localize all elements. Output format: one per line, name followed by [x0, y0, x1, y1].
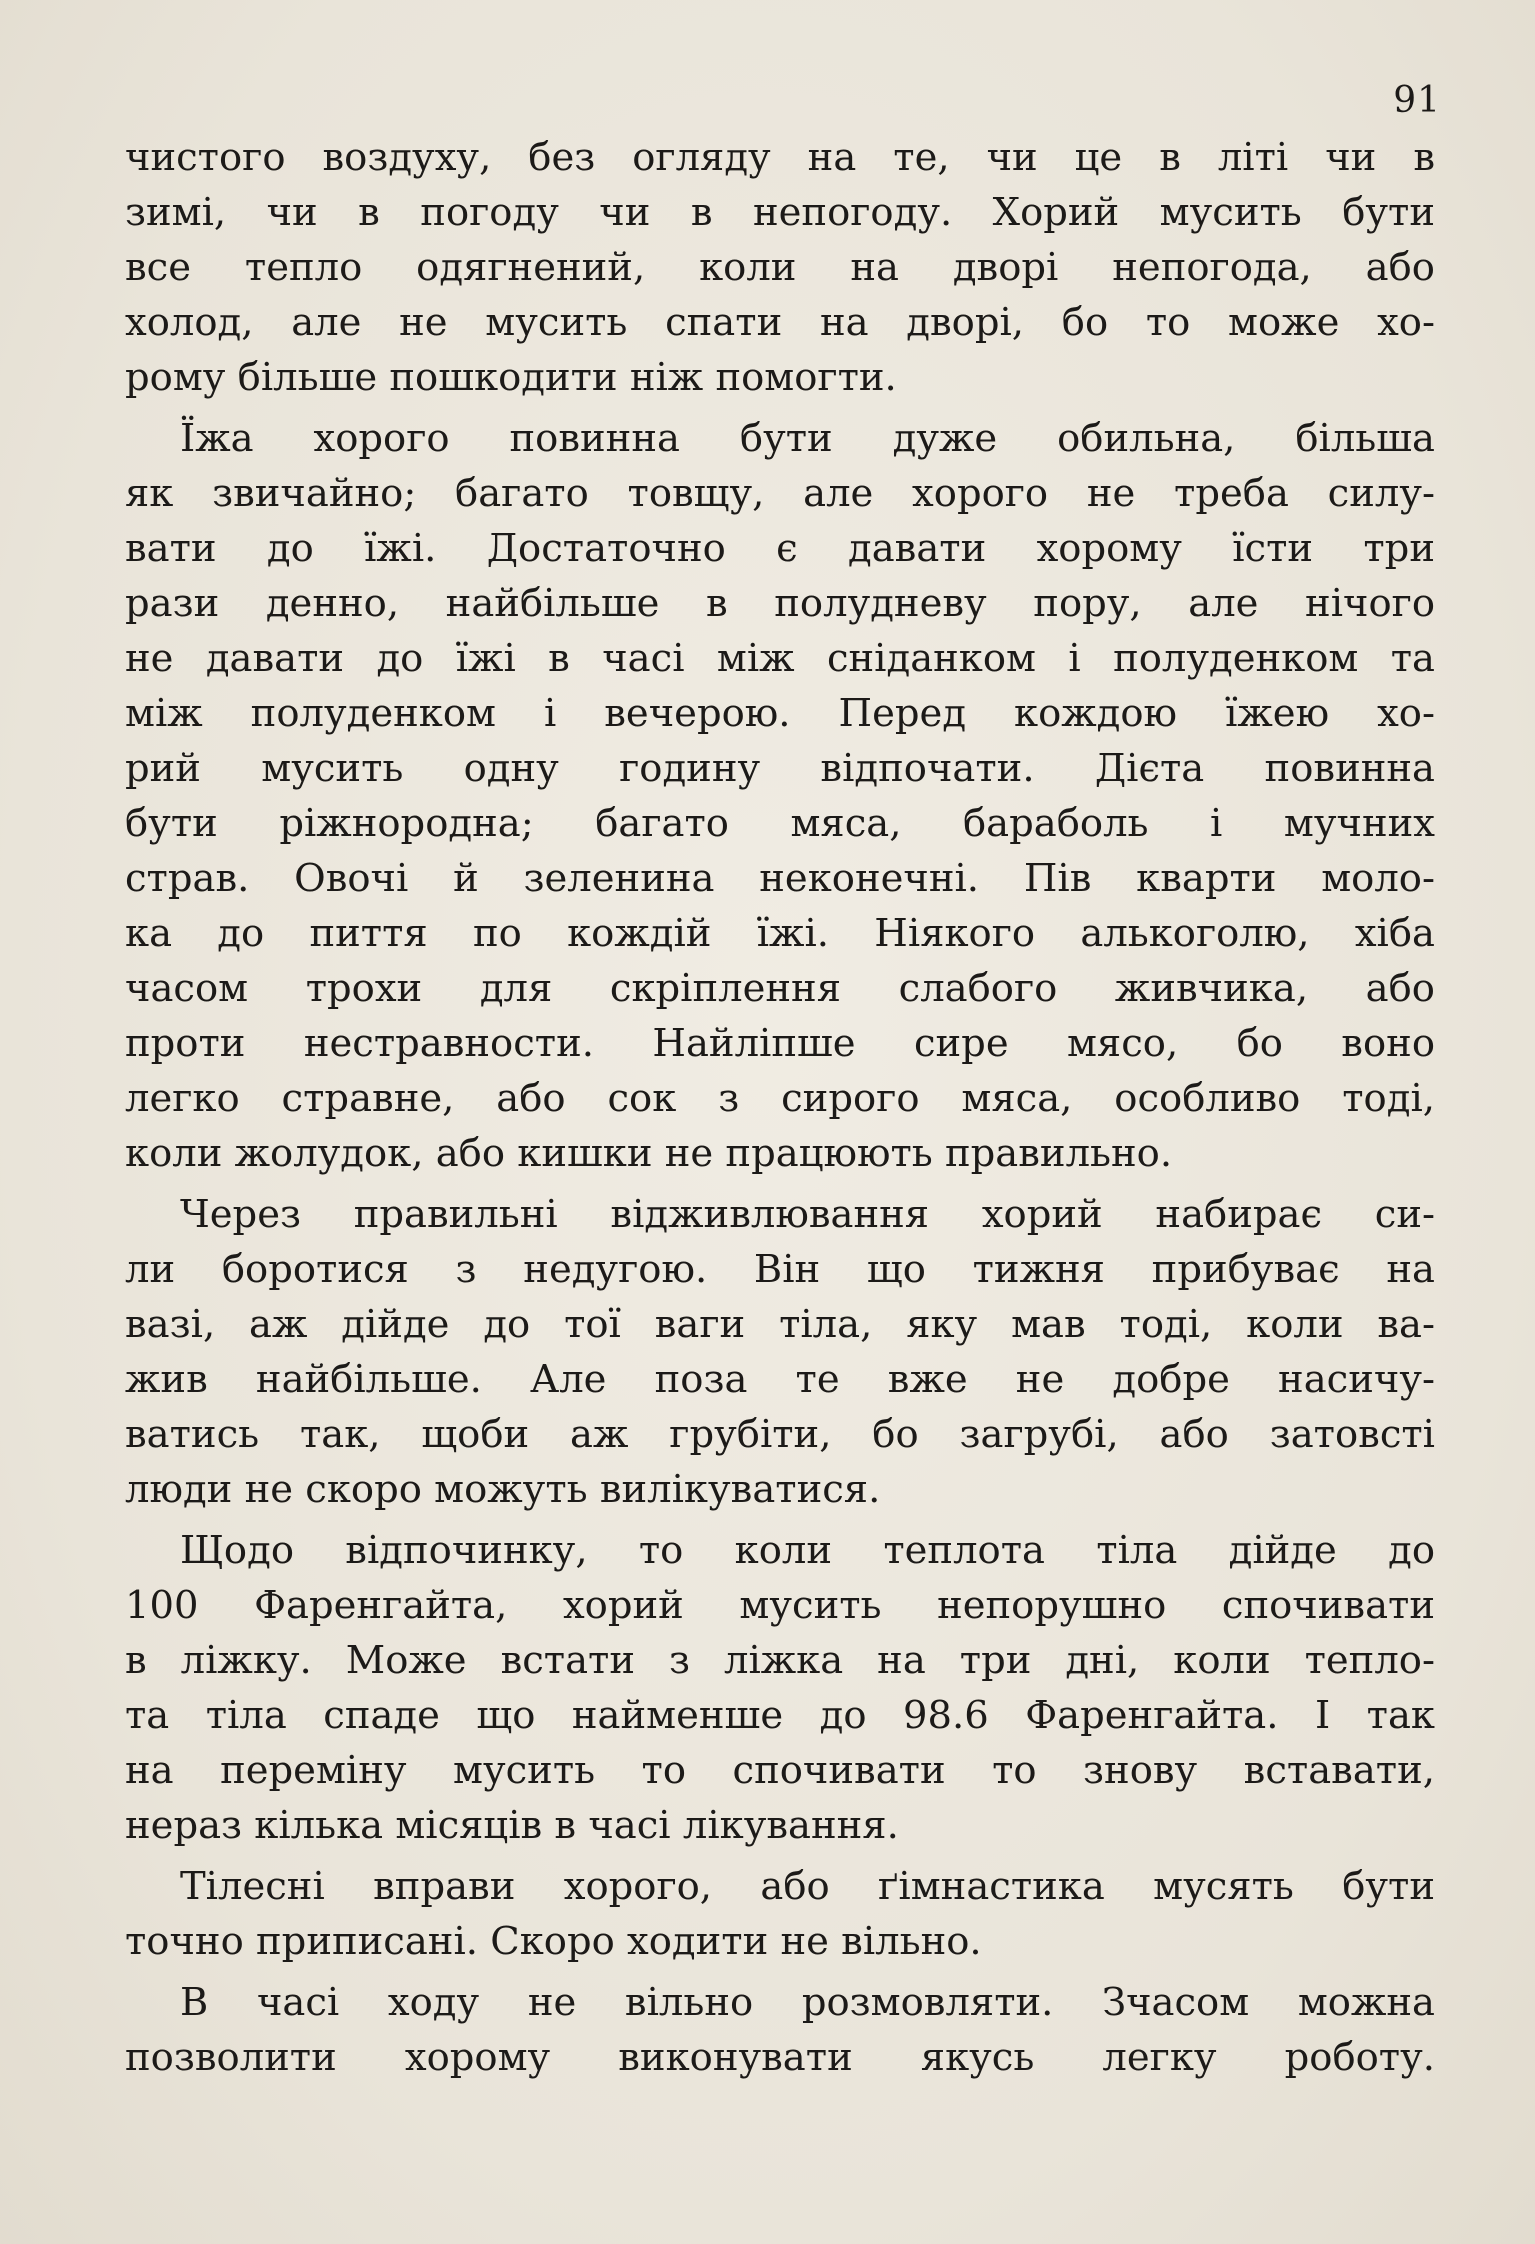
- text-line: рому більше пошкодити ніж помогти.: [125, 355, 897, 400]
- page-number: 91: [1393, 80, 1441, 121]
- paragraph-2: [125, 411, 1435, 1181]
- text-line: 100 Фаренгайта, хорий мусить непорушно спочивати: [125, 1583, 1435, 1628]
- text-line: ли боротися з недугою. Він що тижня прибуває на: [125, 1247, 1435, 1292]
- text-line: часом трохи для скріплення слабого живчика, або: [125, 966, 1435, 1011]
- text-line: вати до їжі. Достаточно є давати хорому їсти три: [125, 526, 1435, 571]
- paragraph-1: [125, 130, 1435, 405]
- text-line: коли жолудок, або кишки не працюють правильно.: [125, 1131, 1173, 1176]
- text-line: позволити хорому виконувати якусь легку роботу.: [125, 2035, 1435, 2080]
- text-line: люди не скоро можуть вилікуватися.: [125, 1467, 881, 1512]
- text-line: Їжа хорого повинна бути дуже обильна, більша: [180, 416, 1435, 461]
- text-line: не давати до їжі в часі між сніданком і полуденком та: [125, 636, 1435, 681]
- text-line: легко стравне, або сок з сирого мяса, особливо тоді,: [125, 1076, 1435, 1121]
- text-line: Через правильні відживлювання хорий набирає си-: [180, 1192, 1435, 1237]
- text-line: в ліжку. Може встати з ліжка на три дні, коли тепло-: [125, 1638, 1435, 1683]
- text-line: точно приписані. Скоро ходити не вільно.: [125, 1919, 982, 1964]
- text-line: страв. Овочі й зеленина неконечні. Пів кварти моло-: [125, 856, 1435, 901]
- text-line: та тіла спаде що найменше до 98.6 Фаренгайта. І так: [125, 1693, 1435, 1738]
- text-line: чистого воздуху, без огляду на те, чи це в літі чи в: [125, 135, 1435, 180]
- text-line: жив найбільше. Але поза те вже не добре насичу-: [125, 1357, 1435, 1402]
- text-line: нераз кілька місяців в часі лікування.: [125, 1803, 899, 1848]
- text-line: між полуденком і вечерою. Перед кождою їжею хо-: [125, 691, 1435, 736]
- text-line: на переміну мусить то спочивати то знову вставати,: [125, 1748, 1435, 1793]
- text-line: вазі, аж дійде до тої ваги тіла, яку мав тоді, коли ва-: [125, 1302, 1435, 1347]
- text-line: проти нестравности. Найліпше сире мясо, бо воно: [125, 1021, 1435, 1066]
- paragraph-4: [125, 1523, 1435, 1853]
- text-line: рази денно, найбільше в полудневу пору, але нічого: [125, 581, 1435, 626]
- text-line: ка до пиття по кождій їжі. Ніякого алькоголю, хіба: [125, 911, 1435, 956]
- text-line: як звичайно; багато товщу, але хорого не треба силу-: [125, 471, 1435, 516]
- text-line: зимі, чи в погоду чи в непогоду. Хорий мусить бути: [125, 190, 1435, 235]
- paragraph-5: [125, 1859, 1435, 1969]
- paragraph-3: [125, 1187, 1435, 1517]
- paragraph-6: [125, 1975, 1435, 2085]
- text-line: рий мусить одну годину відпочати. Дієта повинна: [125, 746, 1435, 791]
- text-line: бути ріжнородна; багато мяса, бараболь і мучних: [125, 801, 1435, 846]
- text-line: холод, але не мусить спати на дворі, бо то може хо-: [125, 300, 1435, 345]
- text-line: Тілесні вправи хорого, або ґімнастика мусять бути: [180, 1864, 1435, 1909]
- text-line: все тепло одягнений, коли на дворі непогода, або: [125, 245, 1435, 290]
- text-line: ватись так, щоби аж грубіти, бо загрубі, або затовсті: [125, 1412, 1435, 1457]
- text-line: В часі ходу не вільно розмовляти. Зчасом можна: [180, 1980, 1435, 2025]
- text-line: Щодо відпочинку, то коли теплота тіла дійде до: [180, 1528, 1435, 1573]
